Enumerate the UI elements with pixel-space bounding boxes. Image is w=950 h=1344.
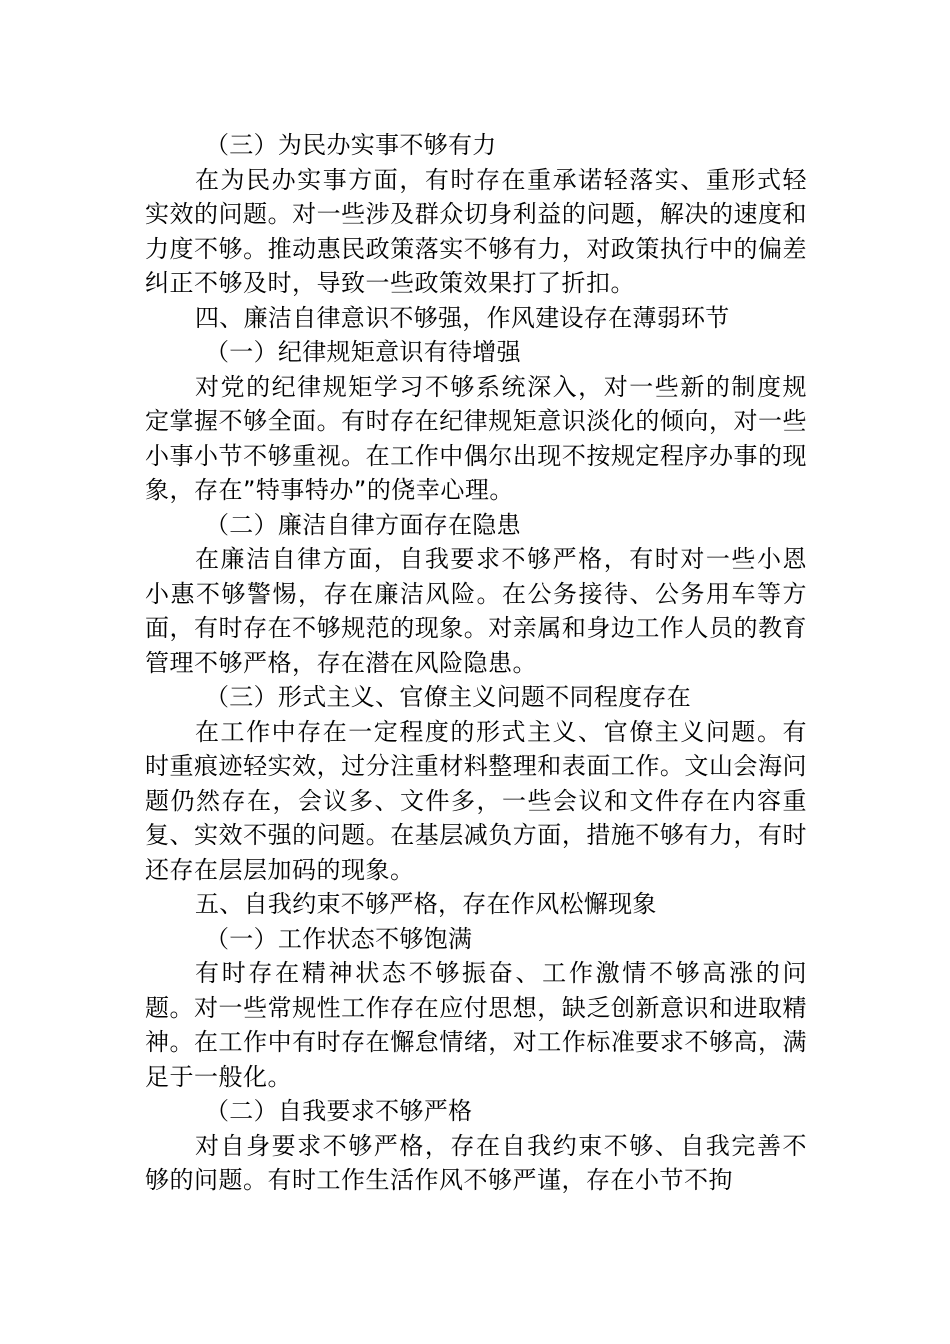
document-body: [145, 128, 807, 1198]
subsection-heading: （一）工作状态不够饱满: [205, 924, 473, 953]
body-paragraph: 在为民办实事方面，有时存在重承诺轻落实、重形式轻实效的问题。对一些涉及群众切身利益的问题，解决的速度和力度不够。推动惠民政策落实不够有力，对政策执行中的偏差纠正不够及时，导致一些政策效果打了折扣。: [145, 165, 807, 297]
subsection-heading: （二）廉洁自律方面存在隐患: [205, 510, 521, 539]
body-paragraph: 在工作中存在一定程度的形式主义、官僚主义问题。有时重痕迹轻实效，过分注重材料整理和表面工作。文山会海问题仍然存在，会议多、文件多，一些会议和文件存在内容重复、实效不强的问题。在基层减负方面，措施不够有力，有时还存在层层加码的现象。: [145, 717, 807, 884]
subsection-heading: （三）为民办实事不够有力: [205, 131, 497, 159]
body-paragraph: 在廉洁自律方面，自我要求不够严格，有时对一些小恩小惠不够警惕，存在廉洁风险。在公务接待、公务用车等方面，有时存在不够规范的现象。对亲属和身边工作人员的教育管理不够严格，存在潜在风险隐患。: [145, 545, 807, 677]
body-paragraph: 对自身要求不够严格，存在自我约束不够、自我完善不够的问题。有时工作生活作风不够严谨，存在小节不拘: [145, 1131, 807, 1194]
section-heading: 四、廉洁自律意识不够强，作风建设存在薄弱环节: [195, 303, 730, 332]
section-heading: 五、自我约束不够严格，存在作风松懈现象: [195, 890, 657, 918]
body-paragraph: 对党的纪律规矩学习不够系统深入，对一些新的制度规定掌握不够全面。有时存在纪律规矩意识淡化的倾向，对一些小事小节不够重视。在工作中偶尔出现不按规定程序办事的现象，存在”特事特办”的侥幸心理。: [145, 372, 807, 504]
subsection-heading: （二）自我要求不够严格: [205, 1097, 473, 1125]
body-paragraph: 有时存在精神状态不够振奋、工作激情不够高涨的问题。对一些常规性工作存在应付思想，缺乏创新意识和进取精神。在工作中有时存在懈怠情绪，对工作标准要求不够高，满足于一般化。: [145, 959, 807, 1091]
subsection-heading: （一）纪律规矩意识有待增强: [205, 338, 521, 366]
subsection-heading: （三）形式主义、官僚主义问题不同程度存在: [205, 683, 691, 711]
